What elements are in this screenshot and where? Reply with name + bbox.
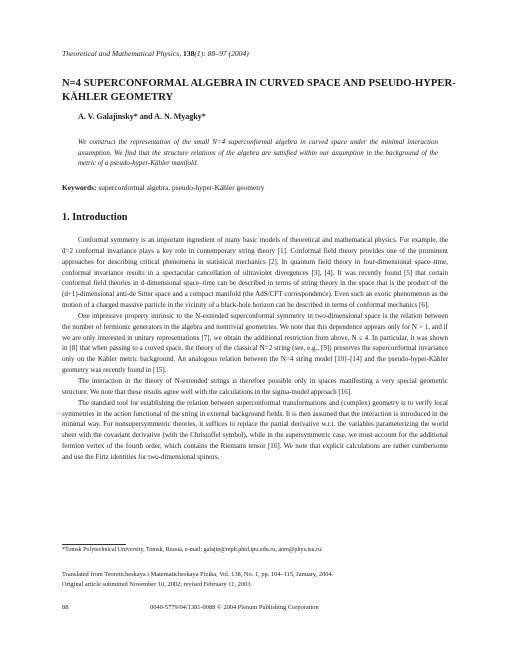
- copyright-line: 0040-5779/04/1381-0088 © 2004 Plenum Publishing Corporation: [150, 604, 319, 611]
- body-paragraph: One impressive property intrinsic to the N-extended superconformal symmetry in two-dimensional space is the relation between the number of fermionic generators in the algebra and nontrivial geometries. We note that this dependence appears only for N > 1, and if we are only interested in unitary representations [7], we obtain the additional restriction from above, N ≤ 4. In particular, it was shown in [8] that when passing to a curved space, the theory of the classical N=2 string (see, e.g., [9]) preserves the superconformal invariance only on the Kähler metric background. An analogous relation between the N=4 string model [10]–[14] and the pseudo-hyper-Kähler geometry was recently found in [15].: [62, 311, 448, 375]
- section-body: [62, 235, 448, 463]
- keywords-text: superconformal algebra, pseudo-hyper-Kähler geometry: [98, 183, 265, 192]
- keywords-label: Keywords:: [62, 183, 97, 192]
- journal-volume: 138: [183, 49, 195, 58]
- journal-name: Theoretical and Mathematical Physics,: [62, 49, 182, 58]
- translation-line: Translated from Teoreticheskaya i Matematicheskaya Fizika, Vol. 138, No. 1, pp. 104–115, January, 2004.: [62, 571, 334, 578]
- section-heading: 1. Introduction: [62, 212, 128, 223]
- article-authors: A. V. Galajinsky* and A. N. Myagky*: [78, 112, 206, 121]
- footnote-rule: [62, 544, 126, 545]
- article-abstract: We construct the representation of the small N=4 superconformal algebra in curved space under the minimal interaction assumption. We find that the structure relations of the algebra are satisfied within our assumption in the background of the metric of a pseudo-hyper-Kähler manifold.: [78, 138, 438, 168]
- body-paragraph: The standard tool for establishing the relation between superconformal transformations and (complex) geometry is to verify local symmetries in the action functional of the string in external background fields. It is then assumed that the interaction is introduced in the minimal way. For nonsupersymmetric theories, it suffices to replace the partial derivative w.r.t. the variables parameterizing the world sheet with the covariant derivative (with the Christoffel symbol), while in the supersymmetric case, we must account for the additional fermion vertex of the fourth order, which contains the Riemann tensor [16]. We note that explicit calculations are rather cumbersome and use the Firtz identities for two-dimensional spinors.: [62, 398, 448, 461]
- journal-header: [62, 49, 249, 58]
- submission-line: Original article submitted November 10, 2002; revised February 11, 2003.: [62, 581, 253, 588]
- affiliation-footnote: *Tomsk Polytechnical University, Tomsk, Russia, e-mail: galajin@mph.phtd.tpu.edu.ru, anm@phys.tsu.ru.: [62, 547, 323, 553]
- body-paragraph: Conformal symmetry is an important ingredient of many basic models of theoretical and mathematical physics. For example, the d=2 conformal invariance plays a key role in contemporary string theory [1]. Conformal field theory provides one of the prominent approaches for describing critical phenomena in statistical mechanics [2]. In quantum field theory in four-dimensional space–time, conformal invariance results in a spectacular cancellation of ultraviolet divergences [3], [4]. It was recently found [5] that certain conformal field theories in d-dimensional space–time can be described in terms of string theory in the space that is the product of the (d+1)-dimensional anti-de Sitter space and a compact manifold (the AdS/CFT correspondence). Even such an exotic phenomenon as the motion of a charged massive particle in the vicinity of a black-hole horizon can be described in terms of conformal mechanics [6].: [62, 236, 448, 310]
- body-paragraph: The interaction in the theory of N-extended strings is therefore possible only in spaces manifesting a very special geometric structure. We note that these results agree well with the calculations in the sigma-model approach [16].: [62, 376, 448, 396]
- journal-issue-pages: (1): 88–97 (2004): [194, 49, 249, 58]
- keywords-line: [62, 183, 264, 192]
- translation-note: [62, 570, 448, 590]
- article-title: N=4 SUPERCONFORMAL ALGEBRA IN CURVED SPACE AND PSEUDO-HYPER-KÄHLER GEOMETRY: [62, 78, 456, 103]
- page-number: 88: [62, 604, 69, 611]
